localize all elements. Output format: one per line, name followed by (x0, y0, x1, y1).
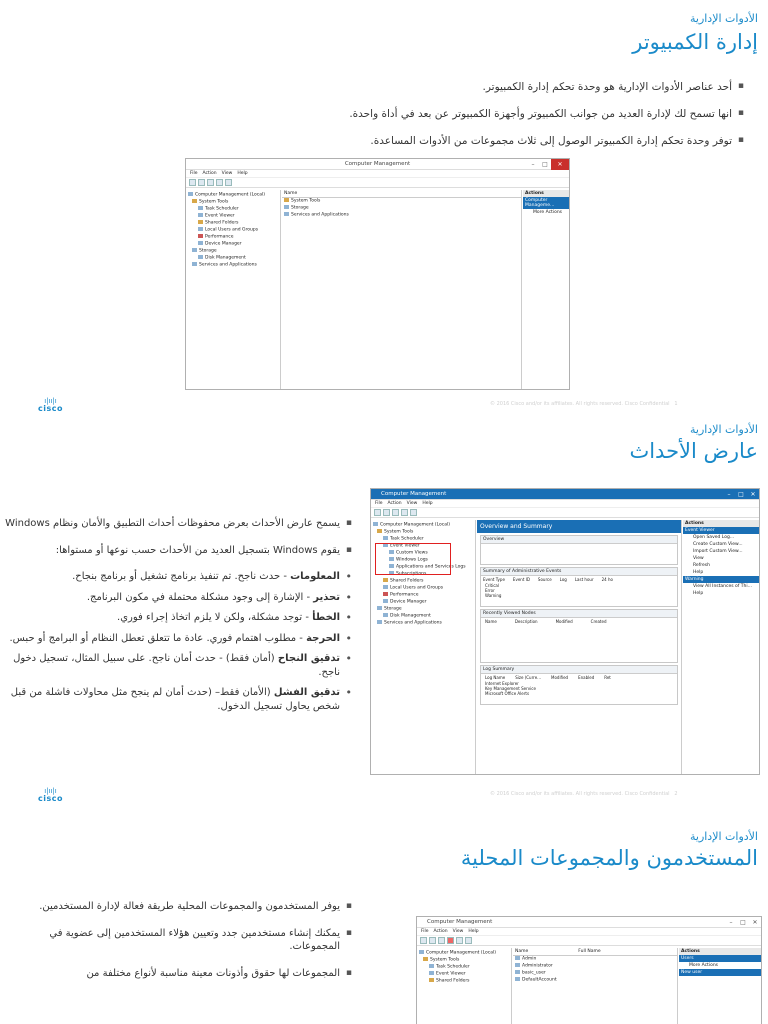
tree-item: Services and Applications (373, 620, 473, 627)
forward-icon (429, 937, 436, 944)
back-icon (374, 509, 381, 516)
properties-icon (401, 509, 408, 516)
tree-item: Subscriptions (373, 571, 473, 578)
bullet-item: • تحذير - الإشارة إلى وجود مشكلة محتملة في مكون البرنامج. (4, 591, 352, 605)
tree-item: Disk Management (188, 255, 278, 262)
tree-item: Event Viewer (373, 543, 473, 550)
window-titlebar (186, 159, 569, 170)
actions-item: View All Instances of Thi... (693, 584, 752, 589)
tree-item: Applications and Services Logs (373, 564, 473, 571)
window-title: Computer Management (381, 491, 447, 497)
bullet-item: ▪ يسمح عارض الأحداث بعرض محفوظات أحداث التطبيق والأمان ونظام Windows (4, 517, 352, 531)
tree-pane (186, 190, 281, 389)
window-titlebar (371, 489, 759, 500)
computer-management-screenshot (185, 158, 570, 390)
tree-item: Local Users and Groups (373, 585, 473, 592)
tree-item: System Tools (419, 957, 509, 964)
actions-pane (683, 520, 759, 774)
list-item: Admin (513, 956, 677, 963)
tree-item: Local Users and Groups (188, 227, 278, 234)
tree-item: Shared Folders (188, 220, 278, 227)
forward-icon (383, 509, 390, 516)
actions-item: Import Custom View... (693, 549, 743, 554)
actions-item: More Actions (689, 963, 719, 968)
window-controls (725, 917, 761, 928)
column-name: Name (282, 190, 521, 198)
window-title: Computer Management (344, 161, 411, 167)
bullet-list (4, 900, 352, 993)
tree-item: System Tools (373, 529, 473, 536)
log-summary-box: Log Summary Log Name Size (Curre... Modified Enabled Ret Internet Explorer Key Management Service Microsoft Office Alerts (480, 665, 678, 705)
slide-footer: © 2016 Cisco and/or its affiliates. All rights reserved. Cisco Confidential 1 (490, 401, 678, 407)
minimize-icon: – (531, 161, 535, 168)
bullet-item: • المعلومات - حدث ناجح. تم تنفيذ برنامج تشغيل أو برنامج بنجاح. (4, 570, 352, 584)
maximize-icon: □ (542, 161, 548, 168)
list-item: DefaultAccount (513, 977, 677, 984)
actions-selected: Computer Manageme... (523, 197, 569, 209)
help-icon (465, 937, 472, 944)
actions-item: Create Custom View... (693, 542, 743, 547)
actions-item: Help (693, 591, 704, 596)
minimize-icon: – (727, 491, 731, 498)
list-item: basic_user (513, 970, 677, 977)
actions-selected: New user (679, 969, 761, 976)
bullet-item: ▪ أحد عناصر الأدوات الإدارية هو وحدة تحكم إدارة الكمبيوتر. (144, 80, 744, 94)
actions-selected: Warning (683, 576, 759, 583)
tree-item: Event Viewer (419, 971, 509, 978)
actions-item: More Actions (533, 210, 563, 215)
tree-item: Shared Folders (373, 578, 473, 585)
slide-title: عارض الأحداث (629, 439, 758, 463)
tree-item: Event Viewer (188, 213, 278, 220)
bullet-item: • تدقيق الفشل (الأمان فقط– (حدث أمان لم ينجح مثل محاولات فاشلة من قبل شخص يحاول تسجيل الدخول. (4, 686, 352, 713)
maximize-icon: □ (738, 491, 744, 498)
tree-item: Device Manager (373, 599, 473, 606)
menu-file: File (190, 171, 198, 176)
recent-box: Recently Viewed Nodes Name Description Modified Created (480, 609, 678, 663)
delete-icon (447, 937, 454, 944)
tree-item: Task Scheduler (373, 536, 473, 543)
toolbar (371, 508, 759, 518)
tree-item: Disk Management (373, 613, 473, 620)
forward-icon (198, 179, 205, 186)
back-icon (420, 937, 427, 944)
actions-item: View (693, 556, 704, 561)
page-number: 2 (674, 791, 678, 797)
list-item: System Tools (282, 198, 521, 205)
center-header: Overview and Summary (477, 520, 681, 533)
menu-action: Action (433, 929, 448, 934)
bullet-item: ▪ المجموعات لها حقوق وأذونات معينة مناسبة لأنواع مختلفة من (4, 967, 352, 981)
bullet-item: ▪ يمكنك إنشاء مستخدمين جدد وتعيين هؤلاء المستخدمين إلى عضوية في المجموعات. (4, 927, 352, 954)
up-icon (438, 937, 445, 944)
slide-kicker: الأدوات الإدارية (689, 423, 758, 436)
window-titlebar (417, 917, 761, 928)
close-icon: ✕ (750, 491, 756, 498)
tree-item: Task Scheduler (188, 206, 278, 213)
maximize-icon: □ (740, 919, 746, 926)
close-icon: ✕ (551, 159, 569, 170)
actions-selected: Users (679, 955, 761, 962)
window-title: Computer Management (427, 919, 493, 925)
up-icon (392, 509, 399, 516)
cisco-logo: ı|ıı|ı cisco (38, 787, 63, 803)
bullet-item: ▪ يقوم Windows بتسجيل العديد من الأحداث حسب نوعها أو مستواها: (4, 544, 352, 558)
up-icon (207, 179, 214, 186)
slide-title: إدارة الكمبيوتر (632, 30, 758, 54)
tree-item: Services and Applications (188, 262, 278, 269)
slide-title: المستخدمون والمجموعات المحلية (460, 846, 758, 870)
close-icon: ✕ (752, 919, 758, 926)
actions-header: Actions (679, 948, 761, 955)
actions-header: Actions (523, 190, 569, 197)
slide-event-viewer (0, 415, 768, 815)
menu-action: Action (202, 171, 217, 176)
slide-computer-management (0, 0, 768, 412)
center-pane (477, 520, 682, 774)
toolbar (417, 936, 761, 946)
cisco-logo: ı|ıı|ı cisco (38, 397, 63, 412)
column-headers: Name Full Name (513, 948, 677, 956)
menu-view: View (452, 929, 464, 934)
bullet-item: • الخطأ - توجد مشكلة، ولكن لا يلزم اتخاذ إجراء فوري. (4, 611, 352, 625)
menu-help: Help (468, 929, 479, 934)
tree-item: Computer Management (Local) (419, 950, 509, 957)
list-item: Storage (282, 205, 521, 212)
actions-pane (679, 948, 761, 1024)
bullet-item: • تدقيق النجاح (أمان فقط) - حدث أمان ناجح. على سبيل المثال، تسجيل دخول ناجح. (4, 652, 352, 679)
list-item: Services and Applications (282, 212, 521, 219)
actions-selected: Event Viewer (683, 527, 759, 534)
bullet-list (144, 80, 744, 162)
list-pane (282, 190, 522, 389)
tree-item: Performance (373, 592, 473, 599)
toolbar (186, 178, 569, 188)
bullet-item: ▪ انها تسمح لك لإدارة العديد من جوانب الكمبيوتر وأجهزة الكمبيوتر عن بعد في أداة واحدة. (144, 107, 744, 121)
window-controls (527, 159, 569, 170)
tree-item: Windows Logs (373, 557, 473, 564)
menu-bar (417, 928, 761, 936)
bullet-list (4, 517, 352, 720)
actions-item: Refresh (693, 563, 710, 568)
summary-box: Summary of Administrative Events Event Type Event ID Source Log Last hour 24 ho Critical Error Warning (480, 567, 678, 607)
tree-item: Device Manager (188, 241, 278, 248)
list-item: Administrator (513, 963, 677, 970)
slide-footer: © 2016 Cisco and/or its affiliates. All rights reserved. Cisco Confidential 2 (490, 791, 678, 797)
tree-item: Task Scheduler (419, 964, 509, 971)
minimize-icon: – (729, 919, 733, 926)
help-icon (225, 179, 232, 186)
event-viewer-screenshot (370, 488, 760, 775)
tree-item: Computer Management (Local) (188, 192, 278, 199)
properties-icon (216, 179, 223, 186)
menu-help: Help (237, 171, 248, 176)
tree-item: Computer Management (Local) (373, 522, 473, 529)
menu-help: Help (422, 501, 433, 506)
highlight-box (375, 543, 451, 575)
menu-file: File (375, 501, 383, 506)
bullet-item: ▪ توفر وحدة تحكم إدارة الكمبيوتر الوصول إلى ثلاث مجموعات من الأدوات المساعدة. (144, 134, 744, 148)
help-icon (410, 509, 417, 516)
page-number: 1 (674, 401, 678, 407)
menu-bar (186, 170, 569, 178)
menu-bar (371, 500, 759, 508)
tree-item: Storage (188, 248, 278, 255)
slide-local-users-groups (0, 820, 768, 1024)
tree-item: Storage (373, 606, 473, 613)
tree-item: Shared Folders (419, 978, 509, 985)
back-icon (189, 179, 196, 186)
menu-view: View (221, 171, 233, 176)
actions-item: Open Saved Log... (693, 535, 735, 540)
slide-kicker: الأدوات الإدارية (689, 830, 758, 843)
menu-action: Action (387, 501, 402, 506)
actions-pane (523, 190, 569, 389)
window-controls (723, 489, 759, 500)
local-users-screenshot (416, 916, 762, 1024)
menu-file: File (421, 929, 429, 934)
actions-header: Actions (683, 520, 759, 527)
tree-pane (417, 948, 512, 1024)
actions-item: Help (693, 570, 704, 575)
bullet-item: • الحرجة - مطلوب اهتمام فوري. عادة ما تتعلق تعطل النظام أو البرامج أو حبس. (4, 632, 352, 646)
slide-kicker: الأدوات الإدارية (689, 12, 758, 25)
bullet-item: ▪ يوفر المستخدمون والمجموعات المحلية طريقة فعالة لإدارة المستخدمين. (4, 900, 352, 914)
users-pane (513, 948, 678, 1024)
tree-item: Performance (188, 234, 278, 241)
menu-view: View (406, 501, 418, 506)
tree-item: Custom Views (373, 550, 473, 557)
tree-item: System Tools (188, 199, 278, 206)
overview-box: Overview (480, 535, 678, 565)
properties-icon (456, 937, 463, 944)
